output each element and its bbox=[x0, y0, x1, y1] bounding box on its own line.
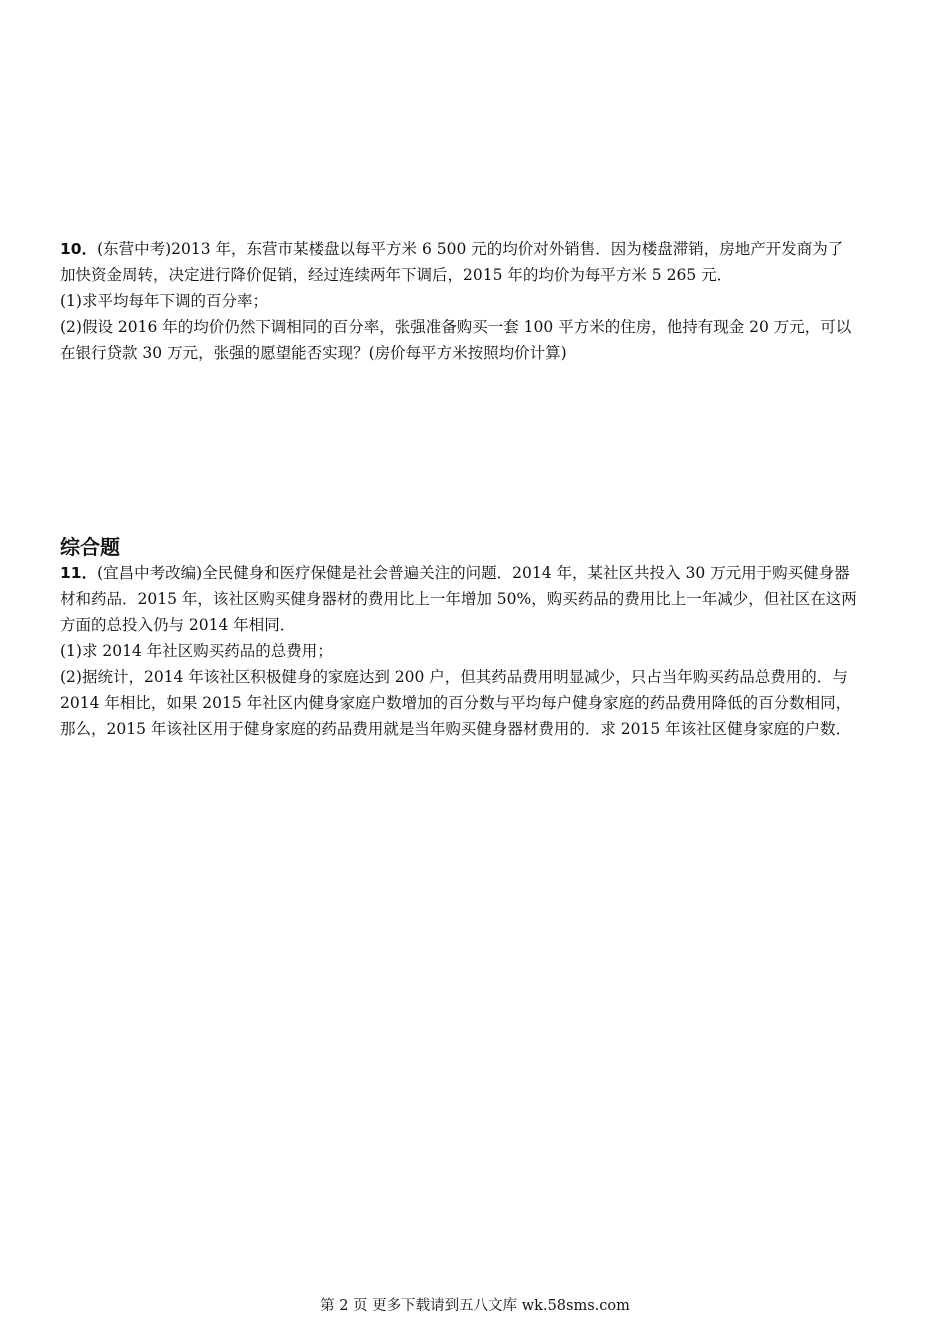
problem-11-part-2-line-3: 那么，2015 年该社区用于健身家庭的药品费用就是当年购买健身器材费用的．求 2015 年该社区健身家庭的户数． bbox=[60, 720, 852, 738]
problem-11-number: 11． bbox=[60, 564, 98, 582]
problem-11-stem-line-1 bbox=[60, 560, 896, 586]
problem-11-part-2-line-2: 2014 年相比，如果 2015 年社区内健身家庭户数增加的百分数与平均每户健身家庭的药品费用降低的百分数相同， bbox=[60, 694, 852, 712]
problem-11-stem-text-1: (宜昌中考改编)全民健身和医疗保健是社会普遍关注的问题．2014 年，某社区共投入 30 万元用于购买健身器 bbox=[97, 564, 850, 582]
section-heading: 综合题 bbox=[60, 535, 120, 559]
problem-11-stem-line-2: 材和药品．2015 年，该社区购买健身器材的费用比上一年增加 50%，购买药品的费用比上一年减少，但社区在这两 bbox=[60, 590, 857, 608]
problem-11-part-2-line-1: (2)据统计，2014 年该社区积极健身的家庭达到 200 户，但其药品费用明显减少，只占当年购买药品总费用的．与 bbox=[60, 668, 848, 686]
problem-11 bbox=[60, 560, 896, 742]
page-footer: 第 2 页 更多下载请到五八文库 wk.58sms.com bbox=[320, 1298, 630, 1314]
problem-11-part-1: (1)求 2014 年社区购买药品的总费用； bbox=[60, 642, 333, 660]
problem-10-stem-text-1: (东营中考)2013 年，东营市某楼盘以每平方米 6 500 元的均价对外销售．因为楼盘滞销，房地产开发商为了 bbox=[97, 240, 844, 258]
problem-10-part-2-line-2: 在银行贷款 30 万元，张强的愿望能否实现？(房价每平方米按照均价计算) bbox=[60, 344, 567, 362]
problem-11-stem-line-3: 方面的总投入仍与 2014 年相同． bbox=[60, 616, 296, 634]
problem-10-part-2-line-1: (2)假设 2016 年的均价仍然下调相同的百分率，张强准备购买一套 100 平方米的住房，他持有现金 20 万元，可以 bbox=[60, 318, 852, 336]
problem-10-stem-line-2: 加快资金周转，决定进行降价促销，经过连续两年下调后，2015 年的均价为每平方米 5 265 元． bbox=[60, 266, 733, 284]
problem-10-part-1: (1)求平均每年下调的百分率； bbox=[60, 292, 268, 310]
problem-10-number: 10． bbox=[60, 240, 98, 258]
problem-10 bbox=[60, 236, 896, 366]
problem-10-stem-line-1 bbox=[60, 236, 896, 262]
